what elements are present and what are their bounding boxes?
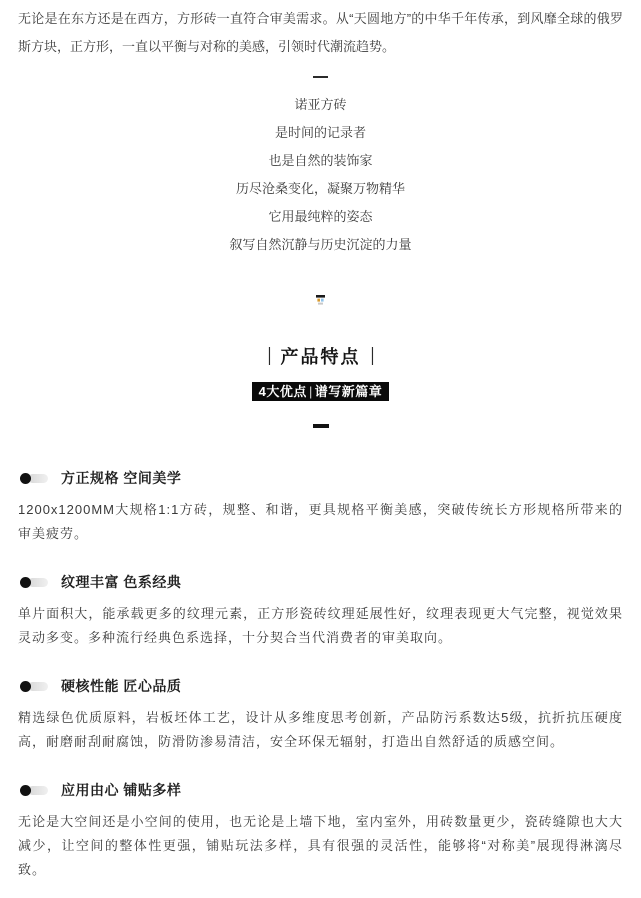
feature-title: 纹理丰富 色系经典: [61, 574, 182, 590]
intro-paragraph: 无论是在东方还是在西方，方形砖一直符合审美需求。从“天圆地方”的中华千年传承，到风靡全球的俄罗斯方块，正方形，一直以平衡与对称的美感，引领时代潮流趋势。: [18, 11, 623, 54]
bullet-pill: [28, 578, 48, 587]
poem-line-6: 叙写自然沉静与历史沉淀的力量: [229, 237, 412, 252]
advantages-badge: [252, 382, 390, 401]
tiny-image-glyph-icon: [316, 295, 325, 306]
feature-item-3: [18, 674, 623, 754]
badge-divider: |: [309, 384, 313, 399]
bullet-pill: [28, 786, 48, 795]
features-list: [18, 466, 623, 882]
feature-item-2: [18, 570, 623, 650]
feature-title-row: [18, 570, 623, 594]
dot-and-pill-bullet-icon: [20, 577, 48, 588]
thick-dash-divider: [313, 424, 329, 428]
poem-line-3: 也是自然的装饰家: [268, 153, 373, 168]
poem-block: [18, 91, 623, 259]
dot-and-pill-bullet-icon: [20, 785, 48, 796]
dot-and-pill-bullet-icon: [20, 681, 48, 692]
badge-left-text: 4大优点: [258, 384, 307, 399]
poem-line-4: 历尽沧桑变化，凝聚万物精华: [235, 181, 405, 196]
feature-body: 单片面积大，能承载更多的纹理元素，正方形瓷砖纹理延展性好，纹理表现更大气完整，视觉效果灵动多变。多种流行经典色系选择，十分契合当代消费者的审美取向。: [18, 606, 623, 645]
dot-and-pill-bullet-icon: [20, 473, 48, 484]
poem-line-1: 诺亚方砖: [294, 97, 347, 112]
thin-dash-divider: [18, 63, 623, 91]
feature-title: 方正规格 空间美学: [61, 470, 182, 486]
feature-body: 无论是大空间还是小空间的使用，也无论是上墙下地，室内室外，用砖数量更少，瓷砖缝隙也大大减少，让空间的整体性更强，铺贴玩法多样，具有很强的灵活性，能够将“对称美”展现得淋漓尽致。: [18, 814, 623, 877]
heading-title: 产品特点: [280, 347, 361, 367]
feature-item-1: [18, 466, 623, 546]
feature-title-row: [18, 778, 623, 802]
badge-right-text: 谱写新篇章: [314, 384, 383, 399]
bullet-pill: [28, 682, 48, 691]
poem-line-2: 是时间的记录者: [274, 125, 366, 140]
feature-title-row: [18, 674, 623, 698]
feature-title: 硬核性能 匠心品质: [61, 678, 182, 694]
heading-right-bar: |: [370, 345, 374, 366]
feature-body: 精选绿色优质原料，岩板坯体工艺，设计从多维度思考创新，产品防污系数达5级，抗折抗压硬度高，耐磨耐刮耐腐蚀，防滑防渗易清洁，安全环保无辐射，打造出自然舒适的质感空间。: [18, 710, 623, 749]
poem-line-5: 它用最纯粹的姿态: [268, 209, 373, 224]
bullet-dot: [20, 785, 31, 796]
bullet-dot: [20, 473, 31, 484]
product-features-heading: [18, 342, 623, 370]
feature-body: 1200x1200MM大规格1:1方砖，规整、和谐，更具规格平衡美感，突破传统长方形规格所带来的审美疲劳。: [18, 502, 623, 541]
heading-left-bar: |: [267, 345, 271, 366]
bullet-dot: [20, 577, 31, 588]
feature-item-4: [18, 778, 623, 882]
bullet-dot: [20, 681, 31, 692]
feature-title-row: [18, 466, 623, 490]
bullet-pill: [28, 474, 48, 483]
feature-title: 应用由心 铺贴多样: [61, 782, 182, 798]
em-dash-line-icon: [313, 76, 328, 78]
